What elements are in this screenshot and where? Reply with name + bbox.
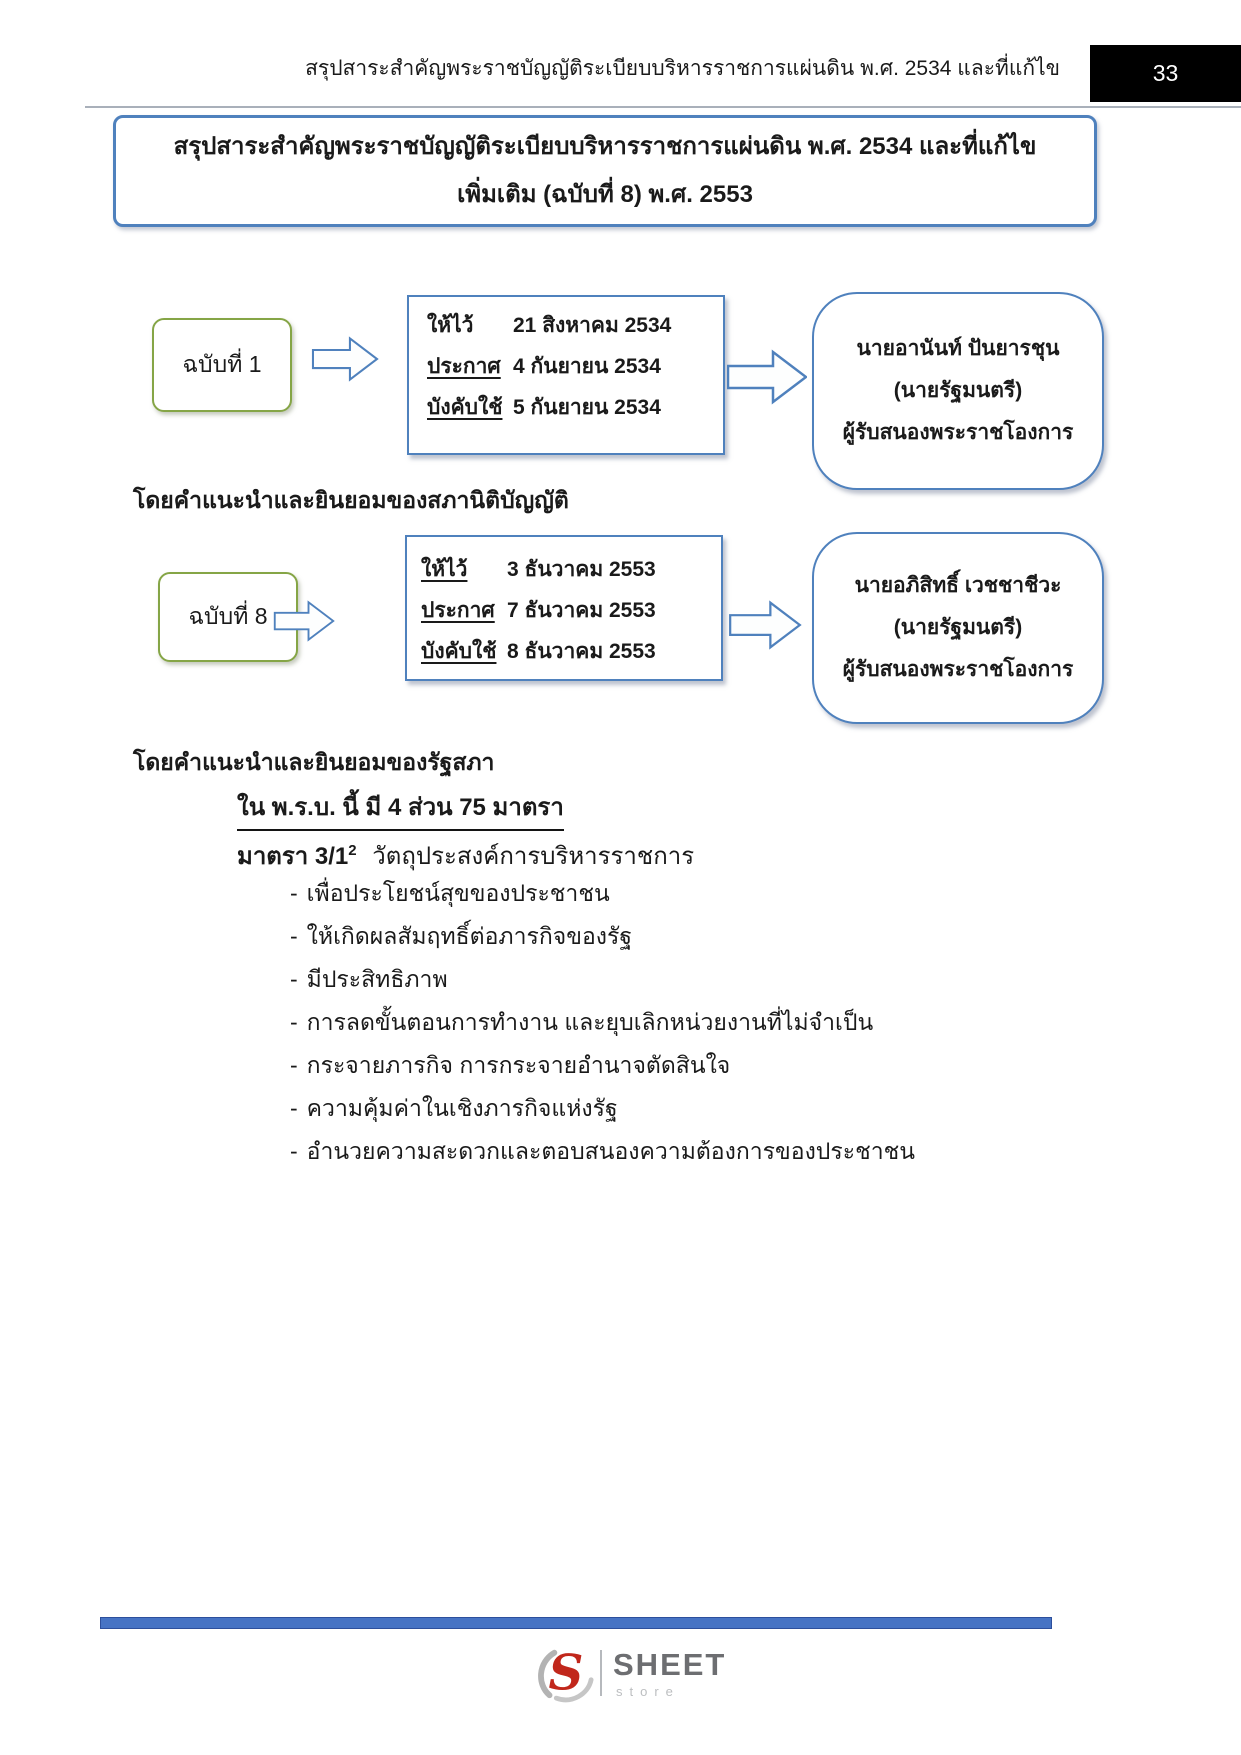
date-line	[421, 549, 721, 590]
edition-8-dates-box	[405, 535, 723, 681]
date-value: 3 ธันวาคม 2553	[507, 558, 656, 581]
date-line	[421, 590, 721, 631]
objective-text: ความคุ้มค่าในเชิงภารกิจแห่งรัฐ	[306, 1094, 618, 1121]
signer-title: (นายรัฐมนตรี)	[893, 616, 1023, 639]
date-value: 7 ธันวาคม 2553	[507, 599, 656, 622]
date-label: บังคับใช้	[427, 396, 503, 419]
objective-text: อำนวยความสะดวกและตอบสนองความต้องการของประชาชน	[306, 1137, 915, 1164]
footer-divider-bar	[100, 1617, 1052, 1629]
footer-logo	[536, 1641, 726, 1705]
edition-8-label: ฉบับที่ 8	[188, 603, 268, 629]
page-number: 33	[1152, 60, 1179, 86]
bullet-dash: -	[290, 1138, 298, 1164]
edition-1-note: โดยคำแนะนำและยินยอมของสภานิติบัญญัติ	[133, 487, 569, 513]
flow-arrow-icon	[725, 600, 805, 650]
page-header-title: สรุปสาระสำคัญพระราชบัญญัติระเบียบบริหารราชการแผ่นดิน พ.ศ. 2534 และที่แก้ไข	[305, 57, 1060, 80]
date-value: 8 ธันวาคม 2553	[507, 640, 656, 663]
document-title: สรุปสาระสำคัญพระราชบัญญัติระเบียบบริหารราชการแผ่นดิน พ.ศ. 2534 และที่แก้ไขเพิ่มเติม (ฉบับที่ 8) พ.ศ. 2553	[173, 133, 1037, 208]
date-label: ประกาศ	[427, 355, 501, 378]
edition-8-note: โดยคำแนะนำและยินยอมของรัฐสภา	[133, 749, 495, 775]
act-structure-heading: ใน พ.ร.บ. นี้ มี 4 ส่วน 75 มาตรา	[237, 787, 564, 831]
list-item	[290, 915, 915, 958]
bullet-dash: -	[290, 966, 298, 992]
signer-role: ผู้รับสนองพระราชโองการ	[842, 658, 1074, 681]
flow-arrow-icon	[306, 336, 384, 382]
date-label: บังคับใช้	[421, 640, 497, 663]
date-line	[427, 305, 723, 346]
sheet-store-s-logo-icon	[536, 1643, 594, 1703]
date-value: 4 กันยายน 2534	[513, 355, 661, 378]
objective-text: เพื่อประโยชน์สุขของประชาชน	[306, 879, 610, 906]
list-item	[290, 872, 915, 915]
edition-1-box	[152, 318, 292, 412]
signer-name: นายอานันท์ ปันยารชุน	[856, 337, 1060, 360]
objective-text: มีประสิทธิภาพ	[306, 965, 448, 992]
svg-text:S: S	[548, 1645, 584, 1702]
date-label: ให้ไว้	[421, 558, 468, 581]
list-item	[290, 1044, 915, 1087]
bullet-dash: -	[290, 923, 298, 949]
section-label: มาตรา 3/1	[237, 843, 349, 870]
edition-1-label: ฉบับที่ 1	[182, 351, 262, 377]
section-superscript: 2	[348, 842, 357, 859]
bullet-dash: -	[290, 1052, 298, 1078]
logo-divider	[600, 1650, 602, 1696]
brand-subtitle: store	[616, 1683, 680, 1699]
document-title-box	[113, 115, 1097, 227]
page-number-box	[1090, 45, 1241, 102]
brand-name: SHEET	[613, 1646, 727, 1682]
edition-1-dates-box	[407, 295, 725, 455]
section-title: วัตถุประสงค์การบริหารราชการ	[372, 843, 695, 870]
objective-text: ให้เกิดผลสัมฤทธิ์ต่อภารกิจของรัฐ	[306, 922, 633, 949]
date-value: 5 กันยายน 2534	[513, 396, 661, 419]
date-line	[427, 346, 723, 387]
brand-text-block	[613, 1646, 727, 1699]
edition-8-signer-box	[812, 532, 1104, 724]
bullet-dash: -	[290, 1095, 298, 1121]
date-line	[427, 387, 723, 428]
signer-role: ผู้รับสนองพระราชโองการ	[842, 421, 1074, 444]
date-line	[421, 631, 721, 672]
flow-arrow-icon	[727, 349, 807, 405]
flow-arrow-icon	[268, 600, 340, 642]
bullet-dash: -	[290, 1009, 298, 1035]
edition-1-signer-box	[812, 292, 1104, 490]
date-label: ประกาศ	[421, 599, 495, 622]
section-3-1-line	[237, 836, 694, 875]
objective-text: กระจายภารกิจ การกระจายอำนาจตัดสินใจ	[306, 1051, 731, 1078]
signer-name: นายอภิสิทธิ์ เวชชาชีวะ	[854, 574, 1062, 597]
list-item	[290, 1087, 915, 1130]
bullet-dash: -	[290, 880, 298, 906]
list-item	[290, 1130, 915, 1173]
signer-title: (นายรัฐมนตรี)	[893, 379, 1023, 402]
objectives-list	[290, 872, 915, 1173]
date-label: ให้ไว้	[427, 314, 474, 337]
date-value: 21 สิงหาคม 2534	[513, 314, 672, 337]
list-item	[290, 1001, 915, 1044]
objective-text: การลดขั้นตอนการทำงาน และยุบเลิกหน่วยงานที่ไม่จำเป็น	[306, 1008, 874, 1035]
list-item	[290, 958, 915, 1001]
header-divider	[85, 106, 1241, 108]
